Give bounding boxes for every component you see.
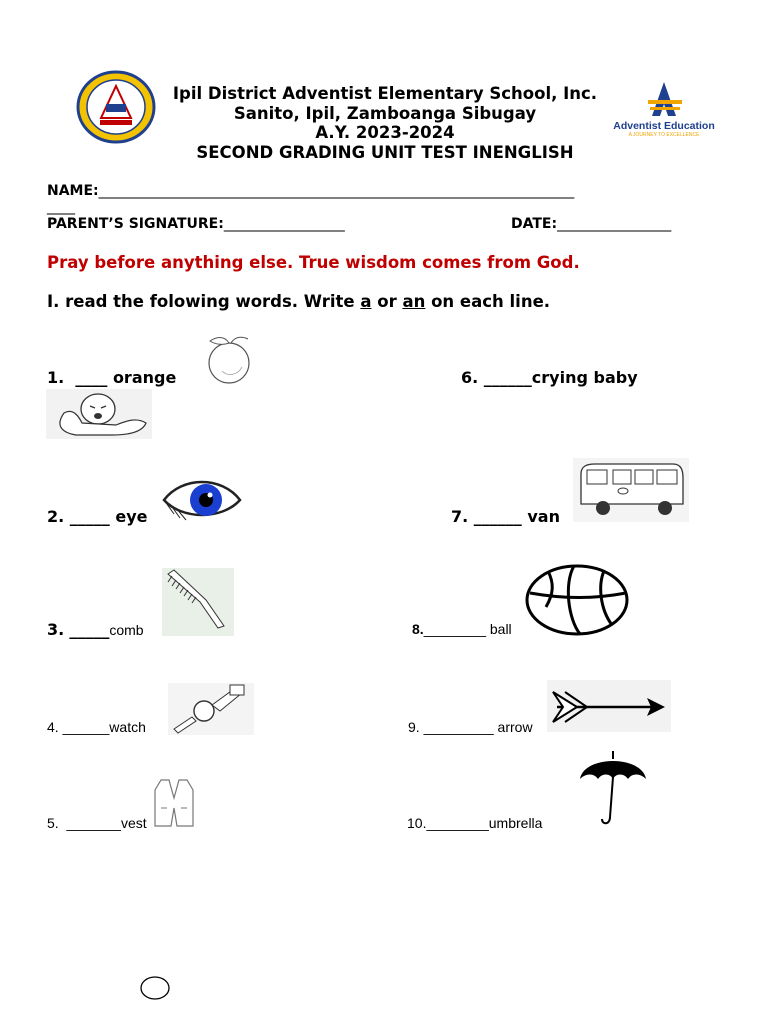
answer-blank[interactable]: ______ (483, 368, 532, 387)
item-6: 6. ______crying baby (461, 368, 638, 387)
umbrella-icon (576, 747, 650, 829)
arrow-icon (547, 680, 671, 732)
item-10: 10.________umbrella (407, 815, 543, 831)
parent-signature-field (47, 216, 344, 232)
adventist-education-logo: Adventist Education A JOURNEY TO EXCELLENCE (608, 80, 720, 140)
instruction: I. read the folowing words. Write a or an on each line. (47, 292, 551, 311)
item-1: 1. ____ orange (47, 368, 177, 387)
date-label: DATE: (511, 216, 558, 232)
vest-icon (151, 778, 197, 830)
prayer-reminder: Pray before anything else. True wisdom comes from God. (47, 253, 580, 272)
name-field (47, 183, 574, 199)
academic-year: A.Y. 2023-2024 (315, 123, 455, 142)
ball-icon (524, 563, 630, 637)
item-5: 5. _______vest (47, 815, 147, 831)
name-line-continued[interactable]: ____ (47, 199, 75, 215)
answer-blank[interactable]: _______ (66, 815, 121, 831)
watch-icon (168, 683, 254, 735)
parent-signature-label: PARENT’S SIGNATURE: (47, 216, 224, 232)
option-an: an (402, 292, 426, 311)
parent-signature-line[interactable]: __________________ (223, 216, 345, 232)
comb-icon (162, 568, 234, 636)
name-label: NAME: (47, 183, 99, 199)
answer-blank[interactable]: _________ (423, 719, 494, 735)
answer-blank[interactable]: ________ (426, 815, 489, 831)
orange-icon (198, 331, 260, 387)
crying-baby-icon (46, 389, 152, 439)
answer-blank[interactable]: _____ (69, 507, 110, 526)
name-line[interactable]: ________________________________________________________________________ (98, 183, 574, 199)
school-seal (76, 70, 156, 144)
item-4: 4. ______watch (47, 719, 146, 735)
option-a: a (360, 292, 372, 311)
page-oval-mark (139, 975, 171, 1001)
item-7: 7. ______ van (451, 507, 560, 526)
item-3: 3. _____comb (47, 620, 144, 639)
eye-icon (160, 474, 244, 524)
school-name: Ipil District Adventist Elementary School, Inc. (172, 84, 598, 103)
item-9: 9. _________ arrow (408, 719, 533, 735)
answer-blank[interactable]: ______ (62, 719, 110, 735)
answer-blank[interactable]: ________ (423, 621, 486, 637)
answer-blank[interactable]: ______ (473, 507, 522, 526)
item-2: 2. _____ eye (47, 507, 148, 526)
date-line[interactable]: _________________ (557, 216, 671, 232)
item-8: 8.________ ball (412, 621, 512, 637)
answer-blank[interactable]: _____ (69, 620, 110, 639)
answer-blank[interactable]: ____ (75, 368, 108, 387)
van-icon (573, 458, 689, 522)
school-address: Sanito, Ipil, Zamboanga Sibugay (233, 104, 537, 123)
date-field (511, 216, 671, 232)
test-title: SECOND GRADING UNIT TEST INENGLISH (196, 143, 574, 162)
